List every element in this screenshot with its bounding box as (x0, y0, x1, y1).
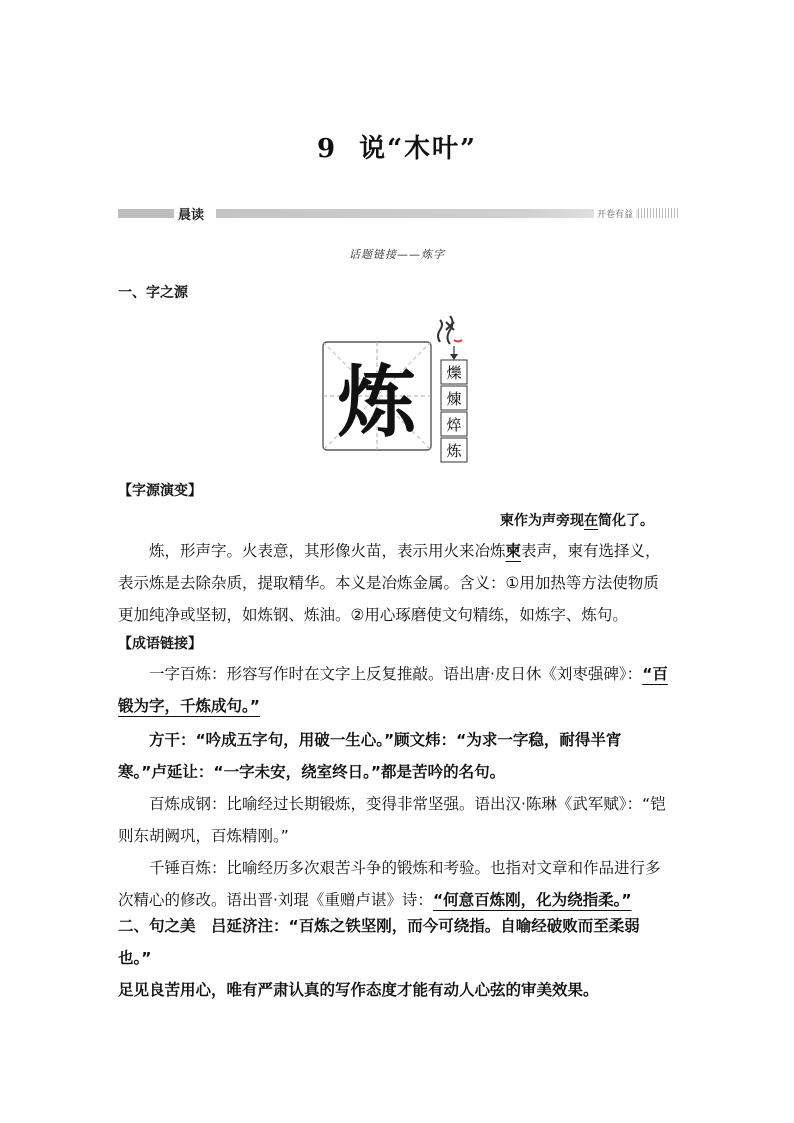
cheng-yu-p2-line-1: 方干：“吟成五字句，用破一生心。”顾文炜：“为求一字稳，耐得半宵 (149, 731, 622, 749)
zi-yuan-line-1 (118, 535, 678, 567)
cheng-yu-p1-line-1-a: 一字百炼：形容写作时在文字上反复推敲。语出唐·皮日休《刘枣强碑》： (149, 665, 643, 683)
zi-yuan-line-1-c: 表声，柬有选择义， (521, 542, 661, 560)
zi-yuan-note-suffix: 简化了。 (598, 513, 654, 529)
cheng-yu-p1-line-2: 锻为字，千炼成句。” (118, 697, 260, 715)
banner-bar-left (118, 209, 174, 218)
lesson-title: 说“木叶” (359, 134, 477, 164)
zi-yuan-note-prefix: 柬作为声旁现 (500, 513, 584, 529)
evolution-char-2: 煉 (446, 390, 462, 408)
banner-hatch (638, 208, 678, 218)
zi-yuan-heading: 【字源演变】 (118, 483, 202, 499)
cheng-yu-p1-line-1-b: “百 (642, 665, 668, 683)
cheng-yu-p2-line-2: 寒。”卢延让：“一字未安，绕室终日。”都是苦吟的名句。 (118, 763, 506, 781)
topic-subtitle: 话题链接——炼字 (349, 248, 445, 261)
section-2-line-3: 足见良苦用心，唯有严肃认真的写作态度才能有动人心弦的审美效果。 (118, 981, 599, 999)
page-title (0, 128, 794, 165)
cheng-yu-heading: 【成语链接】 (118, 636, 202, 652)
banner-bar-middle (216, 209, 656, 218)
cheng-yu-paragraph-2 (118, 724, 678, 788)
cheng-yu-p1-line-1 (118, 658, 678, 690)
banner-label: 晨读 (178, 208, 205, 223)
cheng-yu-p3-line-1: 百炼成钢：比喻经过长期锻炼，变得非常坚强。语出汉·陈琳《武军赋》：“铠 (149, 795, 666, 813)
zi-yuan-line-1-b: 柬 (505, 542, 522, 560)
section-2-paragraph (118, 910, 678, 1006)
section-2-line-2: 也。” (118, 949, 152, 967)
section-banner (118, 204, 678, 222)
cheng-yu-p3-line-2: 则东胡阙巩，百炼精刚。” (118, 827, 289, 845)
character-evolution-figure (320, 312, 480, 468)
section-heading-1: 一、字之源 (118, 285, 188, 301)
cheng-yu-paragraph-1 (118, 658, 678, 722)
cheng-yu-p4-line-2-a: 次精心的修改。语出晋·刘琨《重赠卢谌》诗： (118, 891, 433, 909)
evolution-char-4: 炼 (446, 442, 462, 460)
ancient-fire-glyph (438, 316, 462, 344)
cheng-yu-p4-line-1: 千锤百炼：比喻经历多次艰苦斗争的锻炼和考验。也指对文章和作品进行多 (149, 859, 661, 877)
zi-yuan-note-underlined: 在 (584, 513, 598, 529)
evolution-char-1: 爍 (446, 364, 462, 382)
zi-yuan-line-3: 更加纯净或坚韧，如炼钢、炼油。②用心琢磨使文句精练，如炼字、炼句。 (118, 606, 628, 624)
lesson-number: 9 (316, 134, 338, 164)
zi-yuan-line-1-a: 炼，形声字。火表意，其形像火苗，表示用火来冶炼 (149, 542, 506, 560)
zi-yuan-line-2: 表示炼是去除杂质，提取精华。本义是冶炼金属。含义：①用加热等方法使物质 (118, 574, 659, 592)
zi-yuan-note (500, 510, 654, 530)
evolution-char-3: 焠 (446, 416, 462, 434)
banner-right-label: 开卷有益 (594, 207, 636, 220)
cheng-yu-paragraph-3 (118, 788, 678, 852)
cheng-yu-paragraph-4 (118, 852, 678, 916)
arrow-head (450, 354, 458, 360)
zi-yuan-paragraph (118, 535, 678, 631)
section-2-line-1: 二、句之美 吕延济注：“百炼之铁坚刚，而今可绕指。自喻经破败而至柔弱 (118, 917, 640, 935)
character-figure-svg (320, 312, 480, 468)
cheng-yu-p4-line-2-b: “何意百炼刚，化为绕指柔。” (432, 891, 632, 909)
big-character: 炼 (337, 357, 417, 448)
